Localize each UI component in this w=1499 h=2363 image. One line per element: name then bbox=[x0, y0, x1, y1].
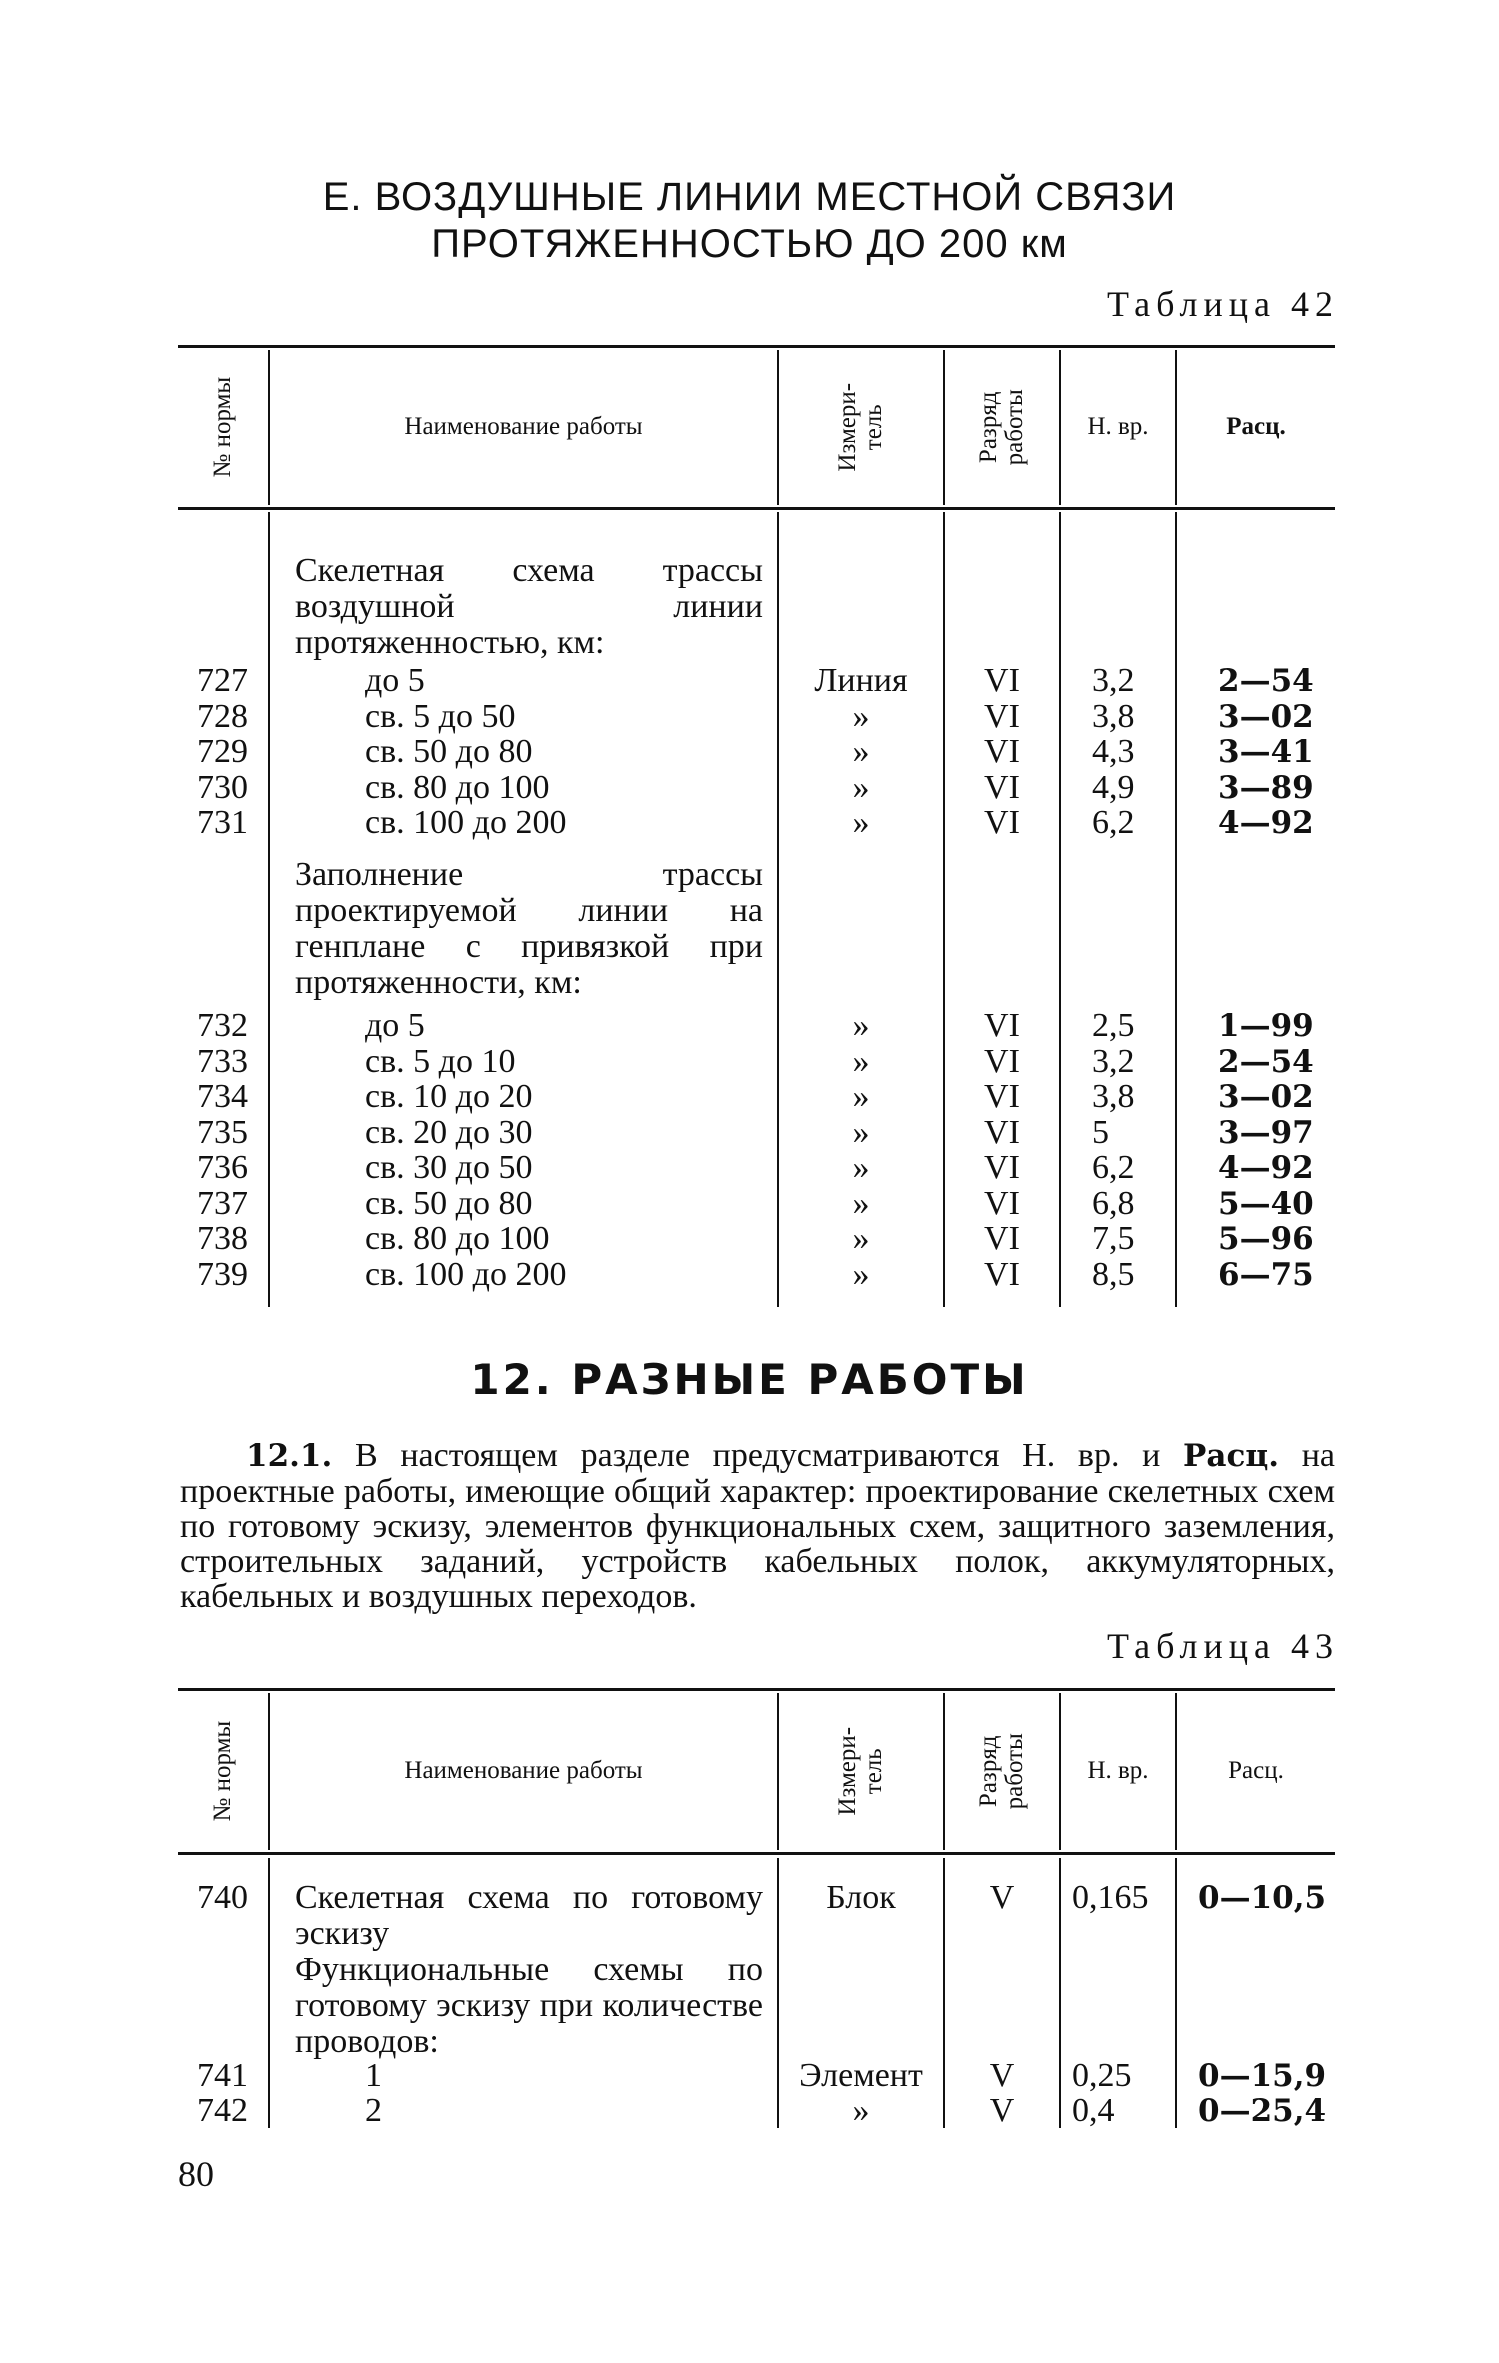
grade: V bbox=[989, 1879, 1015, 1916]
unit: » bbox=[852, 804, 870, 841]
time: 3,2 bbox=[1092, 662, 1135, 699]
norm-no: 738 bbox=[197, 1220, 248, 1257]
col-divider bbox=[268, 1858, 270, 2128]
header-time: Н. вр. bbox=[1087, 1757, 1149, 1785]
norm-no: 739 bbox=[197, 1255, 248, 1293]
section-paragraph: 12.1. В настоящем разделе предусматриваются Н. вр. и Расц. на проектные работы, имеющие общий характер: проектирование скелетных схем по готовому эскизу, элементов функциональных схем, защитного заземления, строительных заданий, устройств кабельных полок, аккумуляторных, кабельных и воздушных переходов. bbox=[180, 1437, 1335, 1615]
unit: » bbox=[852, 1007, 870, 1044]
work-name: 1 bbox=[365, 2057, 382, 2094]
rate: 4—92 bbox=[1218, 1150, 1314, 1186]
unit: Линия bbox=[814, 662, 908, 699]
unit: » bbox=[852, 768, 870, 806]
norm-no: 733 bbox=[197, 1042, 248, 1080]
norm-no: 729 bbox=[197, 733, 248, 770]
rate: 0—25,4 bbox=[1198, 2093, 1327, 2129]
group-title: Заполнение трассы проектируемой линии на генплане с привязкой при протяженности, км: bbox=[295, 856, 763, 1001]
norm-no: 740 bbox=[197, 1879, 248, 1916]
rate: 1—99 bbox=[1218, 1008, 1314, 1044]
work-name: св. 80 до 100 bbox=[365, 1220, 550, 1257]
time: 0,4 bbox=[1072, 2092, 1115, 2129]
unit: Блок bbox=[826, 1879, 896, 1916]
time: 4,9 bbox=[1092, 768, 1135, 806]
unit: » bbox=[852, 1078, 870, 1115]
col-divider bbox=[268, 512, 270, 1307]
grade: V bbox=[989, 2057, 1015, 2094]
work-name: св. 30 до 50 bbox=[365, 1149, 533, 1186]
rate: 6—75 bbox=[1218, 1256, 1314, 1293]
rate: 3—89 bbox=[1218, 769, 1314, 806]
time: 7,5 bbox=[1092, 1220, 1135, 1257]
grade: VI bbox=[984, 1220, 1020, 1257]
header-bottom-rule bbox=[178, 1852, 1335, 1855]
section-title-line2: ПРОТЯЖЕННОСТЬЮ ДО 200 км bbox=[431, 222, 1068, 266]
rate: 0—15,9 bbox=[1198, 2058, 1327, 2094]
rate: 3—41 bbox=[1218, 734, 1314, 770]
work-name: св. 100 до 200 bbox=[365, 1255, 567, 1293]
time: 6,2 bbox=[1092, 804, 1135, 841]
work-name: св. 50 до 80 bbox=[365, 1184, 533, 1222]
unit: » bbox=[852, 1220, 870, 1257]
unit: » bbox=[852, 1113, 870, 1151]
table-top-rule bbox=[178, 345, 1335, 348]
norm-no: 742 bbox=[197, 2092, 248, 2129]
col-divider bbox=[1059, 1858, 1061, 2128]
work-name: св. 100 до 200 bbox=[365, 804, 567, 841]
work-name: 2 bbox=[365, 2092, 382, 2129]
work-name: до 5 bbox=[365, 1007, 425, 1044]
norm-no: 741 bbox=[197, 2057, 248, 2094]
group-title: Скелетная схема трассы воздушной линии протяженностью, км: bbox=[295, 552, 763, 661]
work-name: св. 80 до 100 bbox=[365, 768, 550, 806]
time: 0,25 bbox=[1072, 2057, 1132, 2094]
header-bottom-rule bbox=[178, 507, 1335, 510]
grade: VI bbox=[984, 1149, 1020, 1186]
time: 6,2 bbox=[1092, 1149, 1135, 1186]
table-top-rule bbox=[178, 1688, 1335, 1691]
work-name: до 5 bbox=[365, 662, 425, 699]
norm-no: 736 bbox=[197, 1149, 248, 1186]
time: 3,8 bbox=[1092, 1078, 1135, 1115]
norm-no: 734 bbox=[197, 1078, 248, 1115]
unit: » bbox=[852, 2092, 870, 2129]
rate: 4—92 bbox=[1218, 805, 1314, 841]
time: 8,5 bbox=[1092, 1255, 1135, 1293]
table-43-caption: Таблица 43 bbox=[1107, 1626, 1339, 1666]
grade: VI bbox=[984, 804, 1020, 841]
rate: 2—54 bbox=[1218, 1043, 1314, 1080]
col-divider bbox=[1175, 1858, 1177, 2128]
grade: VI bbox=[984, 1042, 1020, 1080]
section-title-line1: Е. ВОЗДУШНЫЕ ЛИНИИ МЕСТНОЙ СВЯЗИ bbox=[322, 175, 1177, 219]
header-unit: Измери- тель bbox=[833, 1727, 887, 1816]
norm-no: 737 bbox=[197, 1184, 248, 1222]
grade: V bbox=[989, 2092, 1015, 2129]
grade: VI bbox=[984, 1113, 1020, 1151]
norm-no: 735 bbox=[197, 1113, 248, 1151]
time: 0,165 bbox=[1072, 1879, 1149, 1916]
col-divider bbox=[1175, 512, 1177, 1307]
time: 3,8 bbox=[1092, 697, 1135, 735]
section-heading: 12. РАЗНЫЕ РАБОТЫ bbox=[470, 1355, 1029, 1404]
time: 5 bbox=[1092, 1113, 1109, 1151]
grade: VI bbox=[984, 1255, 1020, 1293]
unit: » bbox=[852, 733, 870, 770]
header-unit: Измери- тель bbox=[833, 383, 887, 472]
work-name: Скелетная схема по готовому эскизу bbox=[295, 1879, 763, 1952]
page-number: 80 bbox=[178, 2154, 214, 2194]
grade: VI bbox=[984, 662, 1020, 699]
grade: VI bbox=[984, 768, 1020, 806]
norm-no: 730 bbox=[197, 768, 248, 806]
rate: 0—10,5 bbox=[1198, 1880, 1327, 1916]
norm-no: 732 bbox=[197, 1007, 248, 1044]
unit: » bbox=[852, 697, 870, 735]
work-name: св. 10 до 20 bbox=[365, 1078, 533, 1115]
unit: » bbox=[852, 1149, 870, 1186]
norm-no: 727 bbox=[197, 662, 248, 699]
rate: 3—97 bbox=[1218, 1114, 1314, 1151]
unit: » bbox=[852, 1184, 870, 1222]
work-name: св. 5 до 50 bbox=[365, 697, 516, 735]
work-name: св. 20 до 30 bbox=[365, 1113, 533, 1151]
header-grade: Разряд работы bbox=[974, 389, 1028, 466]
rate: 3—02 bbox=[1218, 698, 1314, 735]
grade: VI bbox=[984, 1007, 1020, 1044]
unit: » bbox=[852, 1255, 870, 1293]
unit: Элемент bbox=[799, 2057, 923, 2094]
work-name: св. 50 до 80 bbox=[365, 733, 533, 770]
time: 3,2 bbox=[1092, 1042, 1135, 1080]
time: 2,5 bbox=[1092, 1007, 1135, 1044]
grade: VI bbox=[984, 1078, 1020, 1115]
header-work-name: Наименование работы bbox=[404, 1757, 643, 1785]
header-rate: Расц. bbox=[1226, 413, 1286, 441]
header-norm-no: № нормы bbox=[208, 377, 236, 478]
time: 4,3 bbox=[1092, 733, 1135, 770]
table-42-caption: Таблица 42 bbox=[1107, 284, 1339, 324]
rate: 5—40 bbox=[1218, 1185, 1314, 1222]
header-work-name: Наименование работы bbox=[404, 413, 643, 441]
rate: 5—96 bbox=[1218, 1221, 1314, 1257]
rate: 3—02 bbox=[1218, 1079, 1314, 1115]
grade: VI bbox=[984, 697, 1020, 735]
header-rate: Расц. bbox=[1228, 1757, 1284, 1785]
grade: VI bbox=[984, 1184, 1020, 1222]
unit: » bbox=[852, 1042, 870, 1080]
header-time: Н. вр. bbox=[1087, 413, 1149, 441]
grade: VI bbox=[984, 733, 1020, 770]
group-title: Функциональные схемы по готовому эскизу при количестве проводов: bbox=[295, 1951, 763, 2060]
header-grade: Разряд работы bbox=[974, 1733, 1028, 1810]
time: 6,8 bbox=[1092, 1184, 1135, 1222]
norm-no: 731 bbox=[197, 804, 248, 841]
work-name: св. 5 до 10 bbox=[365, 1042, 516, 1080]
norm-no: 728 bbox=[197, 697, 248, 735]
rate: 2—54 bbox=[1218, 663, 1314, 699]
header-norm-no: № нормы bbox=[208, 1721, 236, 1822]
col-divider bbox=[1059, 512, 1061, 1307]
